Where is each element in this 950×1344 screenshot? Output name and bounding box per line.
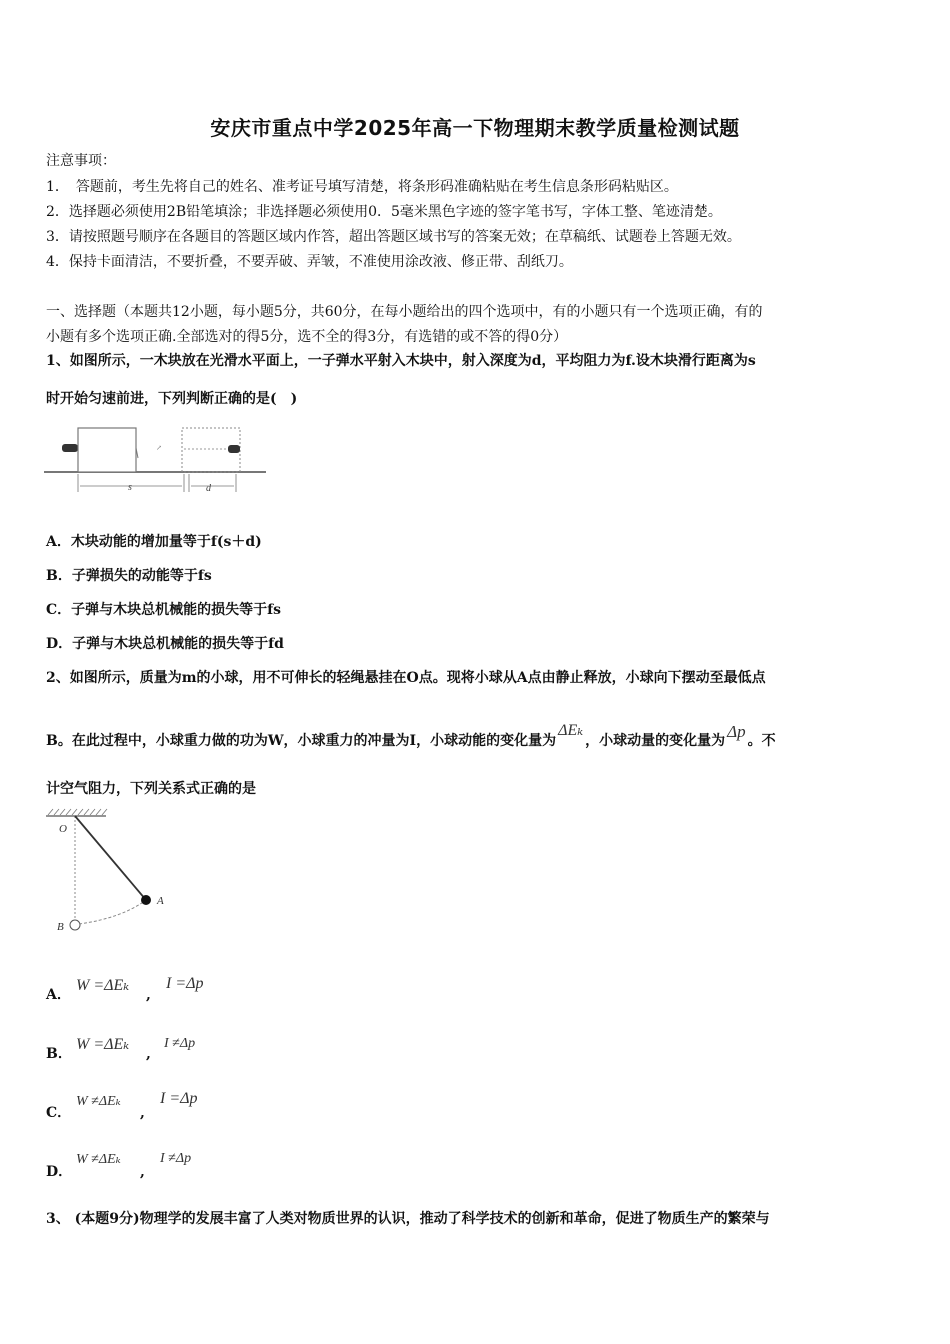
q2-line-2-part-c: 。不 xyxy=(747,733,776,749)
bullet-block-figure xyxy=(44,420,270,498)
q2-option-d-expr1: W ≠ΔEₖ xyxy=(76,1152,121,1167)
q1-option-a: A．木块动能的增加量等于f(s＋d) xyxy=(46,534,262,550)
question-1-line-2: 时开始匀速前进，下列判断正确的是( ) xyxy=(46,391,298,407)
q2-option-b-expr1: W =ΔEₖ xyxy=(76,1036,130,1053)
notice-item-2: 2．选择题必须使用2B铅笔填涂；非选择题必须使用0．5毫米黑色字迹的签字笔书写，字体工整、笔迹清楚。 xyxy=(46,204,722,220)
q2-option-d-comma: , xyxy=(140,1164,145,1180)
q2-option-b-comma: , xyxy=(146,1046,151,1062)
q2-option-d-letter: D． xyxy=(46,1164,73,1180)
q2-line-2-part-a: B。在此过程中，小球重力做的功为W，小球重力的冲量为I，小球动能的变化量为 xyxy=(46,733,557,749)
question-2-line-3: 计空气阻力，下列关系式正确的是 xyxy=(46,781,256,797)
delta-p-symbol: Δp xyxy=(727,722,746,741)
q2-option-b-expr2: I ≠Δp xyxy=(164,1036,196,1051)
string xyxy=(75,816,146,900)
ceiling-hatch xyxy=(48,809,107,815)
label-o: O xyxy=(59,823,67,835)
question-2-line-1: 2、如图所示，质量为m的小球，用不可伸长的轻绳悬挂在O点。现将小球从A点由静止释放，小球向下摆动至最低点 xyxy=(46,670,766,686)
bullet-left xyxy=(62,444,78,452)
delta-ek-symbol: ΔEₖ xyxy=(558,722,584,739)
q2-line-2-part-b: ，小球动量的变化量为 xyxy=(585,733,726,749)
label-s: s xyxy=(128,482,132,493)
q1-option-b: B．子弹损失的动能等于fs xyxy=(46,568,212,584)
notice-heading: 注意事项： xyxy=(46,153,116,169)
label-d: d xyxy=(206,483,211,494)
q2-option-a-letter: A． xyxy=(46,987,71,1003)
label-a: A xyxy=(157,895,164,907)
arrow-mark: ↗ xyxy=(156,444,162,452)
swing-arc xyxy=(79,900,146,924)
q2-option-a-comma: , xyxy=(146,987,151,1003)
q2-option-b-letter: B． xyxy=(46,1046,72,1062)
q2-option-c-comma: , xyxy=(140,1105,145,1121)
question-1-line-1: 1、如图所示，一木块放在光滑水平面上，一子弹水平射入木块中，射入深度为d，平均阻力为f.设木块滑行距离为s xyxy=(46,353,756,369)
notice-item-3: 3．请按照题号顺序在各题目的答题区域内作答，超出答题区域书写的答案无效；在草稿纸、试题卷上答题无效。 xyxy=(46,229,741,245)
block-initial xyxy=(78,428,136,472)
notice-item-1: 1． 答题前，考生先将自己的姓名、准考证号填写清楚，将条形码准确粘贴在考生信息条形码粘贴区。 xyxy=(46,179,678,195)
question-2-line-2 xyxy=(46,722,776,750)
q2-option-a-expr1: W =ΔEₖ xyxy=(76,977,130,994)
q2-option-d-expr2: I ≠Δp xyxy=(160,1151,192,1166)
q2-option-c-expr1: W ≠ΔEₖ xyxy=(76,1094,121,1109)
q1-option-d: D．子弹与木块总机械能的损失等于fd xyxy=(46,636,284,652)
question-3-line-1: 3、 (本题9分)物理学的发展丰富了人类对物质世界的认识，推动了科学技术的创新和革命，促进了物质生产的繁荣与 xyxy=(46,1211,770,1227)
q2-option-a-expr2: I =Δp xyxy=(166,975,204,992)
q1-option-c: C．子弹与木块总机械能的损失等于fs xyxy=(46,602,282,618)
ball-at-a xyxy=(141,895,151,905)
bullet-embedded xyxy=(228,445,240,453)
section-1-intro-line-1: 一、选择题（本题共12小题，每小题5分，共60分，在每小题给出的四个选项中，有的小题只有一个选项正确，有的 xyxy=(46,304,763,320)
section-1-intro-line-2: 小题有多个选项正确.全部选对的得5分，选不全的得3分，有选错的或不答的得0分） xyxy=(46,329,568,345)
pendulum-figure xyxy=(42,806,178,936)
ball-at-b xyxy=(70,920,80,930)
label-b: B xyxy=(57,921,64,933)
q2-option-c-letter: C． xyxy=(46,1105,72,1121)
page-title: 安庆市重点中学2025年高一下物理期末教学质量检测试题 xyxy=(210,116,740,140)
q2-option-c-expr2: I =Δp xyxy=(160,1090,198,1107)
notice-item-4: 4．保持卡面清洁，不要折叠，不要弄破、弄皱，不准使用涂改液、修正带、刮纸刀。 xyxy=(46,254,573,270)
